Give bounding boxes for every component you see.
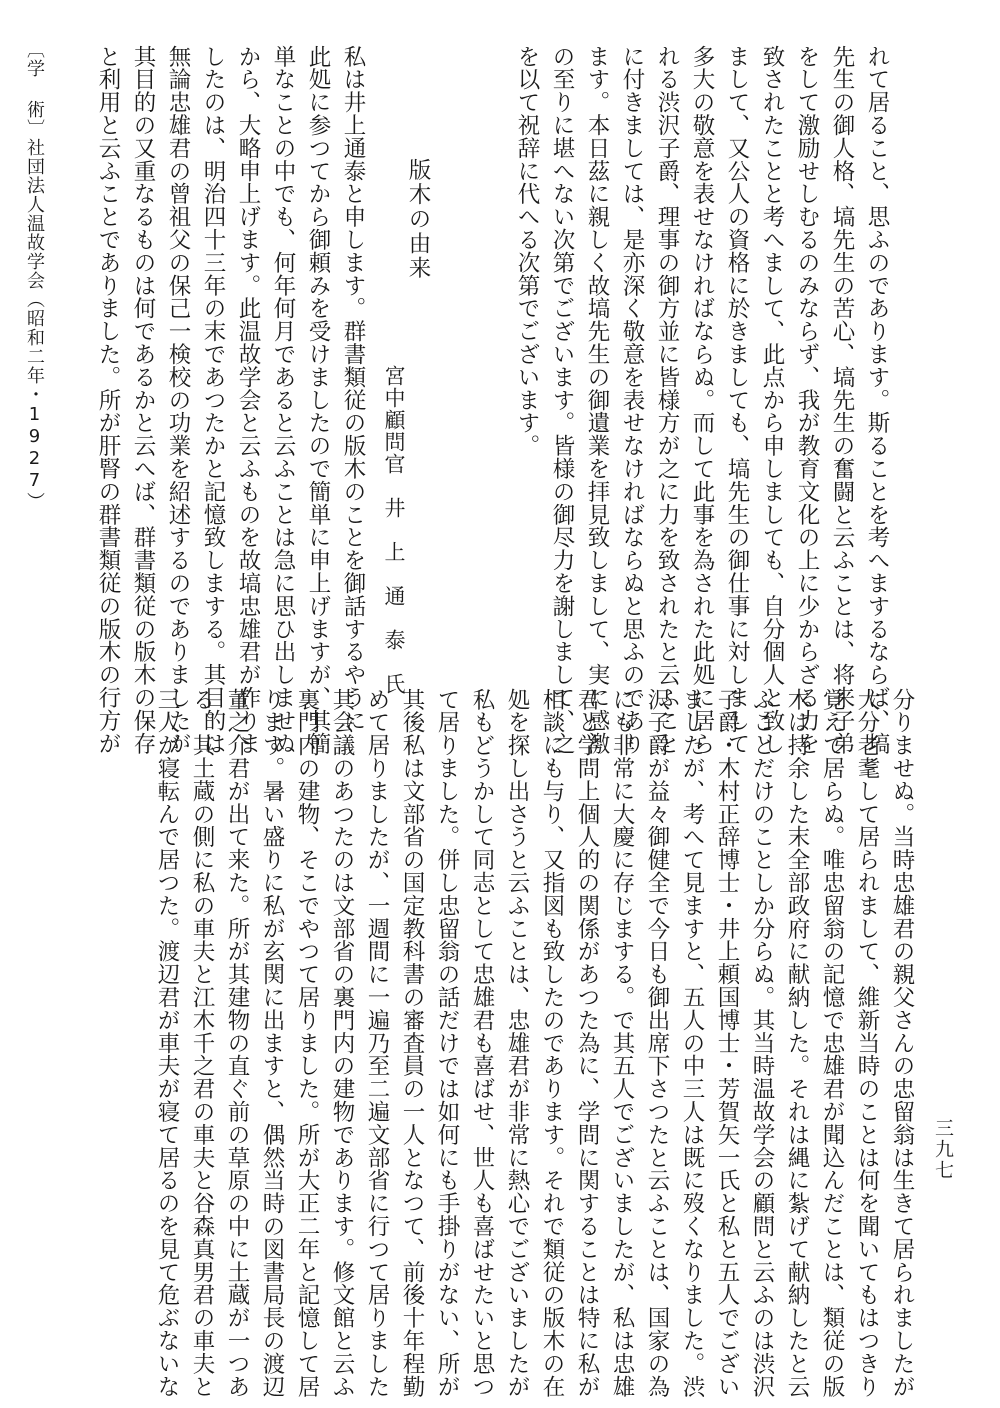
running-footer	[22, 40, 46, 511]
text-column: したのは、明治四十三年の末であつたかと記憶致しまする。其目的は	[200, 45, 226, 755]
text-column: 君と学問上個人的の関係があつた為に、学問に関することは特に私が	[574, 688, 600, 1398]
text-column: から、大略申上げます。此温故学会と云ふものを故塙忠雄君が作りま	[235, 45, 261, 755]
text-column: 処を探し出さうと云ふことは、忠雄君が非常に熱心でございましたが	[504, 688, 530, 1398]
text-column: 無論忠雄君の曾祖父の保己一検校の功業を紹述するのでありましたが	[165, 45, 191, 755]
text-column: 単なことの中でも、何年何月であると云ふことは急に思ひ出しませぬ	[270, 45, 296, 755]
text-column: 私もどうかして同志として忠雄君も喜ばせ、世人も喜ばせたいと思つ	[469, 688, 495, 1398]
text-column: れる渋沢子爵、理事の御方並に皆様方が之に力を致されたと云ふこと	[654, 45, 680, 755]
text-column: 其会議のあつたのは文部省の裏門内の建物であります。修文館と云ふ	[329, 688, 355, 1398]
text-column: 相談にも与り、又指図も致したのであります。それで類従の版木の在	[539, 688, 565, 1398]
text-column: 裏門内の建物、そこでやつて居りました。所が大正二年と記憶して居	[294, 688, 320, 1398]
text-column: 致されたことと考へまして、此点から申しましても、自分個人と致し	[759, 45, 785, 755]
section-title: 版木の由来	[405, 158, 431, 281]
text-column: 其目的の又重なるものは何であるかと云へば、群書類従の版木の保存	[130, 45, 156, 755]
text-column: ふことだけのことしか分らぬ。其当時温故学会の顧問と云ふのは渋沢	[749, 688, 775, 1398]
text-column: 三人が寝転んで居つた。渡辺君が車夫が寝て居るのを見て危ぶないな	[154, 688, 180, 1398]
text-column: ます。本日茲に親しく故塙先生の御遺業を拝見致しまして、実に感激	[584, 45, 610, 755]
text-column: を以て祝辞に代へる次第でございます。	[514, 45, 540, 458]
text-column: 私は井上通泰と申します。群書類従の版木のことを御話するやうに	[340, 45, 366, 732]
text-column: と利用と云ふことでありました。所が肝腎の群書類従の版木の行方が	[95, 45, 121, 755]
text-column: の至りに堪へない次第でございます。皆様の御尽力を謝しまして、之	[549, 45, 575, 755]
text-column: る。其土蔵の側に私の車夫と江木千之君の車夫と谷森真男君の車夫と	[189, 688, 215, 1398]
text-column: 子爵・木村正辞博士・井上頼国博士・芳賀矢一氏と私と五人でござい	[714, 688, 740, 1398]
text-column: 先生の御人格、塙先生の苦心、塙先生の奮闘と云ふことは、将来子弟	[829, 45, 855, 755]
text-column: めて居りましたが、一週間に一遍乃至二遍文部省に行つて居りました	[364, 688, 390, 1398]
text-column: をして激励せしむるのみならず、我が教育文化の上に少からざる力を	[794, 45, 820, 755]
text-column: 大分老耄して居られまして、維新当時のことは何を聞いてもはつきり	[854, 688, 880, 1398]
text-column: ましたが、考へて見ますと、五人の中三人は既に歿くなりました。渋	[679, 688, 705, 1398]
text-column: れて居ること、思ふのであります。斯ることを考へまするならば、塙	[864, 45, 890, 755]
text-column: 木は持余した末全部政府に献納した。それは縄に紮げて献納したと云	[784, 688, 810, 1398]
text-column: 分りませぬ。当時忠雄君の親父さんの忠留翁は生きて居られましたが	[889, 688, 915, 1398]
text-column: 此処に参つてから御頼みを受けましたので簡単に申上げますが、其簡	[305, 45, 331, 755]
text-column: 覚えて居らぬ。唯忠留翁の記憶で忠雄君が聞込んだことは、類従の版	[819, 688, 845, 1398]
text-column: 董之介君が出て来た。所が其建物の直ぐ前の草原の中に土蔵が一つあ	[224, 688, 250, 1398]
text-column: 沢子爵が益々御健全で今日も御出席下さつたと云ふことは、国家の為	[644, 688, 670, 1398]
text-column: にも非常に大慶に存じまする。で其五人でございましたが、私は忠雄	[609, 688, 635, 1398]
footer-year: （昭和二年・1927）	[24, 290, 45, 511]
text-column: 多大の敬意を表せなければならぬ。而して此事を為された此処に居ら	[689, 45, 715, 755]
text-column: に付きましては、是亦深く敬意を表せなければならぬと思ふのであり	[619, 45, 645, 755]
speaker-name: 宮中顧問官 井 上 通 泰 氏	[382, 365, 406, 695]
text-column: 其後私は文部省の国定教科書の審査員の一人となつて、前後十年程勤	[399, 688, 425, 1398]
text-column: まして、又公人の資格に於きましても、塙先生の御仕事に対しまして	[724, 45, 750, 755]
text-column: て居りました。併し忠留翁の話だけでは如何にも手掛りがない、所が	[434, 688, 460, 1398]
text-column: ります。暑い盛りに私が玄関に出ますと、偶然当時の図書局長の渡辺	[259, 688, 285, 1398]
page-number: 三九七	[932, 1118, 954, 1181]
footer-organization: 社団法人温故学会	[24, 138, 45, 290]
footer-section: 〔学 術〕	[24, 40, 45, 138]
